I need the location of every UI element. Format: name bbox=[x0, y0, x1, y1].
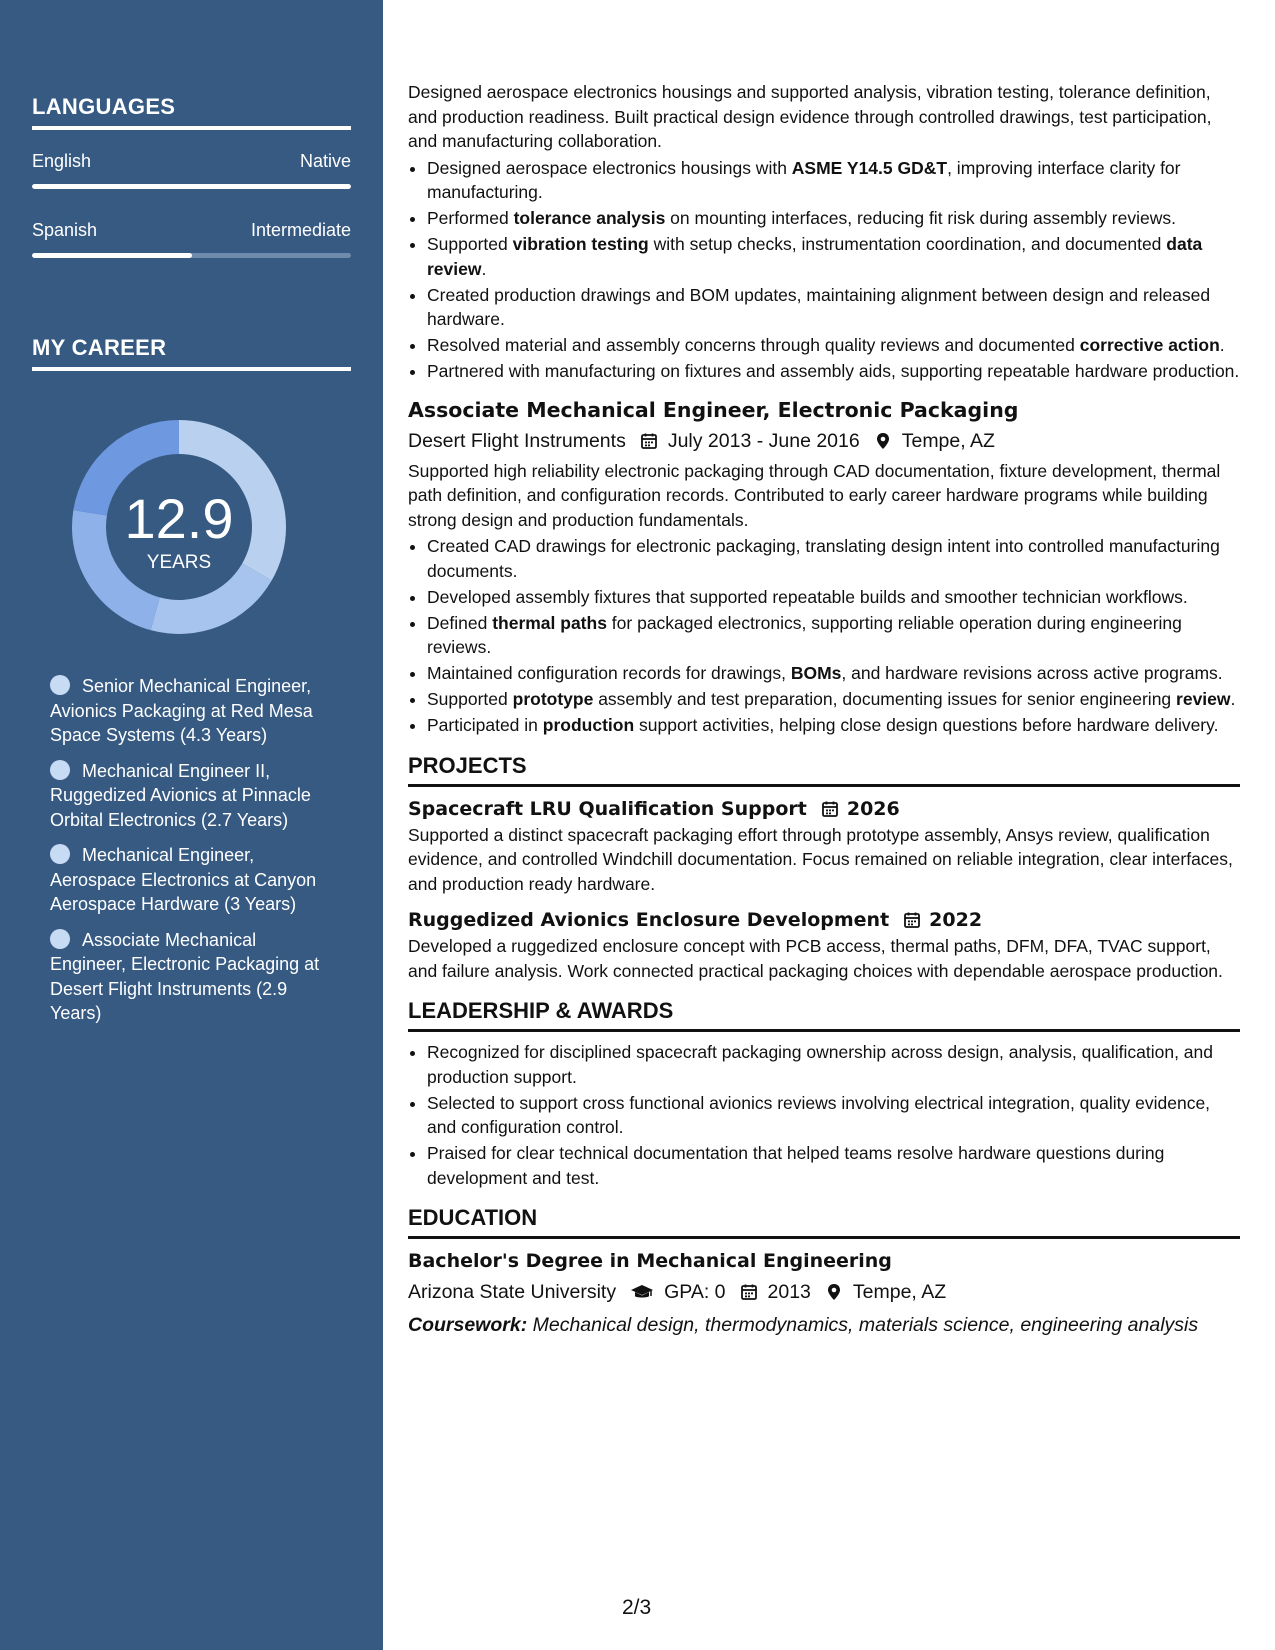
language-level: Intermediate bbox=[250, 220, 351, 240]
calendar-icon bbox=[740, 1283, 758, 1301]
job2-summary: Supported high reliability electronic packaging through CAD documentation, fixture development, thermal path definition, and configuration records. Contributed to early career hardware programs while building strong design and production fundamentals. bbox=[408, 460, 1221, 530]
leadership-list bbox=[408, 1040, 1240, 1190]
languages-heading: LANGUAGES bbox=[32, 94, 351, 130]
language-bar-spanish bbox=[32, 253, 351, 258]
bullet: • Praised for clear technical documentation that helped teams resolve hardware questions during development and test. bbox=[427, 1141, 1240, 1190]
main-content bbox=[408, 80, 1240, 1340]
bullet: • Partnered with manufacturing on fixtures and assembly aids, supporting repeatable hardware production. bbox=[427, 359, 1240, 384]
language-row-english bbox=[32, 151, 351, 172]
job2-company: Desert Flight Instruments bbox=[408, 429, 626, 452]
bullet: • Performed tolerance analysis on mounting interfaces, reducing fit risk during assembly reviews. bbox=[427, 206, 1240, 231]
bullet: • Maintained configuration records for drawings, BOMs, and hardware revisions across active programs. bbox=[427, 661, 1240, 686]
donut-segment bbox=[151, 564, 272, 635]
job2-dates: July 2013 - June 2016 bbox=[667, 429, 860, 452]
language-name: Spanish bbox=[32, 220, 98, 240]
career-item: Mechanical Engineer II, Ruggedized Avionics at Pinnacle Orbital Electronics (2.7 Years) bbox=[50, 760, 311, 830]
location-pin-icon bbox=[874, 432, 892, 450]
project-year: 2022 bbox=[929, 909, 983, 931]
project-year: 2026 bbox=[846, 797, 900, 820]
career-item: Associate Mechanical Engineer, Electronic Packaging at Desert Flight Instruments (2.9 Years) bbox=[50, 929, 320, 1023]
career-dot-icon bbox=[50, 844, 70, 864]
bullet: • Selected to support cross functional avionics reviews involving electrical integration, quality evidence, and configuration control. bbox=[427, 1091, 1240, 1140]
education-meta bbox=[408, 1277, 1240, 1307]
bullet: • Defined thermal paths for packaged electronics, supporting reliable operation during engineering reviews. bbox=[427, 611, 1240, 660]
career-dot-icon bbox=[50, 760, 70, 780]
career-heading: MY CAREER bbox=[32, 335, 351, 371]
location-pin-icon bbox=[825, 1283, 843, 1301]
project-desc: Supported a distinct spacecraft packaging effort through prototype assembly, Ansys review, qualification evidence, and controlled Windchill documentation. Focus remained on reliable integration, clear interfaces, and production ready hardware. bbox=[408, 824, 1233, 894]
education-heading: EDUCATION bbox=[408, 1204, 1240, 1239]
projects-heading: PROJECTS bbox=[408, 752, 1240, 787]
calendar-icon bbox=[640, 432, 658, 450]
career-years-label: YEARS bbox=[146, 552, 212, 573]
job1-bullets bbox=[408, 156, 1240, 384]
project-title: Ruggedized Avionics Enclosure Development 2022 bbox=[408, 906, 1240, 934]
language-name: English bbox=[32, 151, 92, 171]
career-item: Mechanical Engineer, Aerospace Electronics at Canyon Aerospace Hardware (3 Years) bbox=[50, 845, 317, 914]
graduation-cap-icon bbox=[630, 1283, 654, 1301]
school-name: Arizona State University bbox=[408, 1281, 617, 1303]
job2-title: Associate Mechanical Engineer, Electronic Packaging bbox=[408, 397, 1019, 422]
career-dot-icon bbox=[50, 675, 70, 695]
language-fill-english bbox=[32, 184, 351, 189]
calendar-icon bbox=[821, 800, 839, 818]
graduation-year: 2013 bbox=[767, 1281, 811, 1303]
bullet: • Participated in production support activities, helping close design questions before hardware delivery. bbox=[427, 713, 1240, 738]
career-donut-chart bbox=[66, 414, 292, 640]
leadership-heading: LEADERSHIP & AWARDS bbox=[408, 997, 1240, 1032]
career-list bbox=[50, 674, 330, 1037]
bullet: • Created production drawings and BOM updates, maintaining alignment between design and released hardware. bbox=[427, 283, 1240, 332]
project-desc: Developed a ruggedized enclosure concept with PCB access, thermal paths, DFM, DFA, TVAC support, and failure analysis. Work connected practical packaging choices with dependable aerospace production. bbox=[408, 936, 1223, 981]
coursework: Coursework: Mechanical design, thermodynamics, materials science, engineering analysis bbox=[408, 1314, 1199, 1336]
bullet: • Supported prototype assembly and test preparation, documenting issues for senior engineering review. bbox=[427, 687, 1240, 712]
language-level: Native bbox=[299, 151, 351, 171]
job1-summary: Designed aerospace electronics housings and supported analysis, vibration testing, tolerance definition, and production readiness. Built practical design evidence through controlled drawings, test participation, and manufacturing collaboration. bbox=[408, 82, 1212, 151]
education-location: Tempe, AZ bbox=[852, 1281, 947, 1303]
bullet: • Supported vibration testing with setup checks, instrumentation coordination, and documented data review. bbox=[427, 232, 1240, 281]
page-number: 2/3 bbox=[622, 1596, 652, 1619]
calendar-icon bbox=[903, 911, 921, 929]
gpa: GPA: 0 bbox=[664, 1281, 726, 1303]
language-row-spanish bbox=[32, 220, 351, 241]
job2-location: Tempe, AZ bbox=[901, 429, 995, 452]
language-bar-english bbox=[32, 184, 351, 189]
career-item: Senior Mechanical Engineer, Avionics Packaging at Red Mesa Space Systems (4.3 Years) bbox=[50, 676, 313, 745]
bullet: • Resolved material and assembly concerns through quality reviews and documented corrective action. bbox=[427, 333, 1240, 358]
project-title: Spacecraft LRU Qualification Support 2026 bbox=[408, 795, 1240, 823]
career-total-years: 12.9 bbox=[124, 487, 234, 550]
bullet: • Designed aerospace electronics housings with ASME Y14.5 GD&T, improving interface clarity for manufacturing. bbox=[427, 156, 1240, 205]
bullet: • Created CAD drawings for electronic packaging, translating design intent into controlled manufacturing documents. bbox=[427, 534, 1240, 583]
bullet: • Recognized for disciplined spacecraft packaging ownership across design, analysis, qualification, and production support. bbox=[427, 1040, 1240, 1089]
bullet: • Developed assembly fixtures that supported repeatable builds and smoother technician workflows. bbox=[427, 585, 1240, 610]
degree-title: Bachelor's Degree in Mechanical Engineering bbox=[408, 1250, 892, 1272]
career-dot-icon bbox=[50, 929, 70, 949]
job2-bullets bbox=[408, 534, 1240, 738]
job2-meta bbox=[408, 426, 1240, 456]
language-fill-spanish bbox=[32, 253, 192, 258]
sidebar bbox=[0, 0, 383, 1650]
